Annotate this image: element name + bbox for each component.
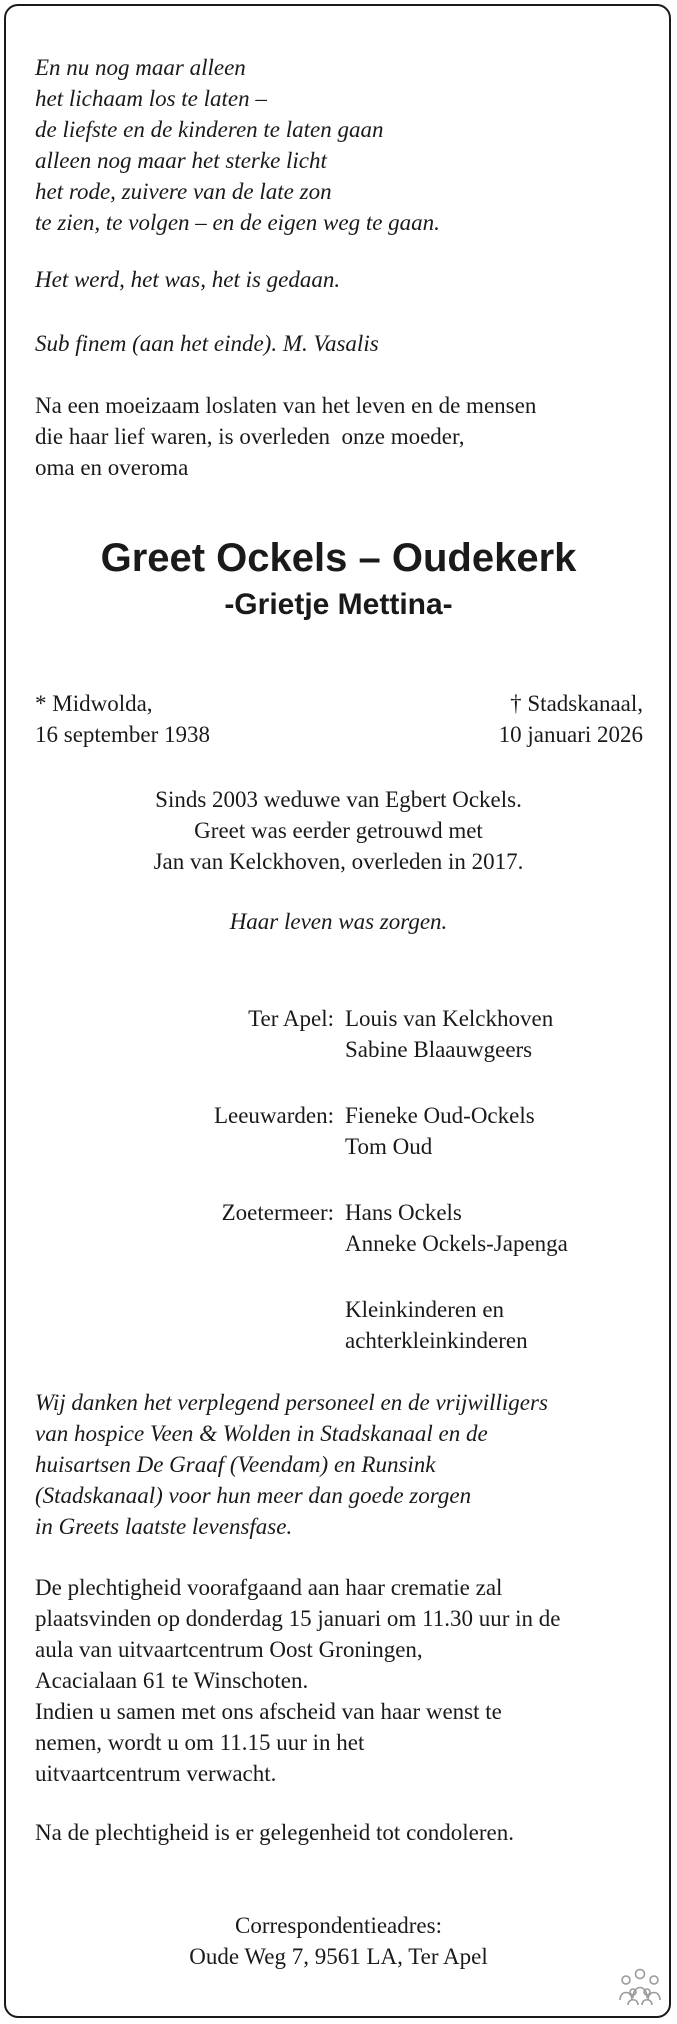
intro-line: oma en overoma xyxy=(35,455,189,480)
poem xyxy=(35,52,642,238)
deceased-name: Greet Ockels – Oudekerk xyxy=(100,536,577,580)
ceremony-line: aula van uitvaartcentrum Oost Groningen, xyxy=(35,1637,423,1662)
correspondence-label: Correspondentieadres: xyxy=(235,1913,442,1938)
widow-text xyxy=(0,784,677,877)
death-date: 10 januari 2026 xyxy=(498,722,643,747)
correspondence-address: Oude Weg 7, 9561 LA, Ter Apel xyxy=(189,1944,488,1969)
motto: Haar leven was zorgen. xyxy=(229,909,448,934)
family-member: Hans Ockels xyxy=(345,1200,462,1225)
death-info xyxy=(499,688,643,750)
family-names xyxy=(345,1197,568,1259)
poem-line: alleen nog maar het sterke licht xyxy=(35,148,327,173)
family-member: Fieneke Oud-Ockels xyxy=(345,1103,535,1128)
family-member: Louis van Kelckhoven xyxy=(345,1006,554,1031)
thanks-line: (Stadskanaal) voor hun meer dan goede zorgen xyxy=(35,1483,472,1508)
birth-info xyxy=(35,688,210,750)
family-member: Sabine Blaauwgeers xyxy=(345,1037,533,1062)
thanks-line: van hospice Veen & Wolden in Stadskanaal en de xyxy=(35,1421,488,1446)
condolence-text: Na de plechtigheid is er gelegenheid tot condoleren. xyxy=(35,1820,514,1845)
birth-place: * Midwolda, xyxy=(35,691,153,716)
family-place: Leeuwarden: xyxy=(213,1103,334,1128)
family-names xyxy=(345,1294,528,1356)
family-place: Zoetermeer: xyxy=(221,1200,334,1225)
ceremony-line: Acacialaan 61 te Winschoten. xyxy=(35,1668,309,1693)
poem-line: En nu nog maar alleen xyxy=(35,55,246,80)
poem-line: te zien, te volgen – en de eigen weg te gaan. xyxy=(35,210,440,235)
family-place: Ter Apel: xyxy=(248,1006,334,1031)
ceremony-text xyxy=(35,1572,642,1789)
widow-line: Jan van Kelckhoven, overleden in 2017. xyxy=(153,849,524,874)
family-member: achterkleinkinderen xyxy=(345,1328,528,1353)
thanks-line: in Greets laatste levensfase. xyxy=(35,1514,293,1539)
correspondence xyxy=(0,1910,677,1972)
intro-line: Na een moeizaam loslaten van het leven en de mensen xyxy=(35,393,537,418)
poem-line: het lichaam los te laten – xyxy=(35,86,267,111)
deceased-given-names: -Grietje Mettina- xyxy=(224,588,453,621)
widow-line: Sinds 2003 weduwe van Egbert Ockels. xyxy=(155,787,522,812)
intro-line: die haar lief waren, is overleden onze moeder, xyxy=(35,424,465,449)
birth-date: 16 september 1938 xyxy=(35,722,211,747)
poem-closer: Het werd, het was, het is gedaan. xyxy=(35,267,341,292)
people-group-icon xyxy=(618,1968,662,2006)
thanks-line: Wij danken het verplegend personeel en de vrijwilligers xyxy=(35,1390,548,1415)
widow-line: Greet was eerder getrouwd met xyxy=(194,818,483,843)
ceremony-line: Indien u samen met ons afscheid van haar wenst te xyxy=(35,1699,502,1724)
poem-line: de liefste en de kinderen te laten gaan xyxy=(35,117,384,142)
ceremony-line: plaatsvinden op donderdag 15 januari om 11.30 uur in de xyxy=(35,1606,561,1631)
poem-line: het rode, zuivere van de late zon xyxy=(35,179,332,204)
intro-text xyxy=(35,390,642,483)
family-names xyxy=(345,1003,553,1065)
death-place: † Stadskanaal, xyxy=(510,691,643,716)
family-member: Anneke Ockels-Japenga xyxy=(345,1231,568,1256)
family-member: Kleinkinderen en xyxy=(345,1297,505,1322)
ceremony-line: nemen, wordt u om 11.15 uur in het xyxy=(35,1730,365,1755)
thanks-line: huisartsen De Graaf (Veendam) en Runsink xyxy=(35,1452,436,1477)
ceremony-line: De plechtigheid voorafgaand aan haar crematie zal xyxy=(35,1575,503,1600)
thanks-text xyxy=(35,1387,642,1542)
poem-source: Sub finem (aan het einde). M. Vasalis xyxy=(35,331,379,356)
ceremony-line: uitvaartcentrum verwacht. xyxy=(35,1761,277,1786)
family-member: Tom Oud xyxy=(345,1134,433,1159)
family-names xyxy=(345,1100,535,1162)
